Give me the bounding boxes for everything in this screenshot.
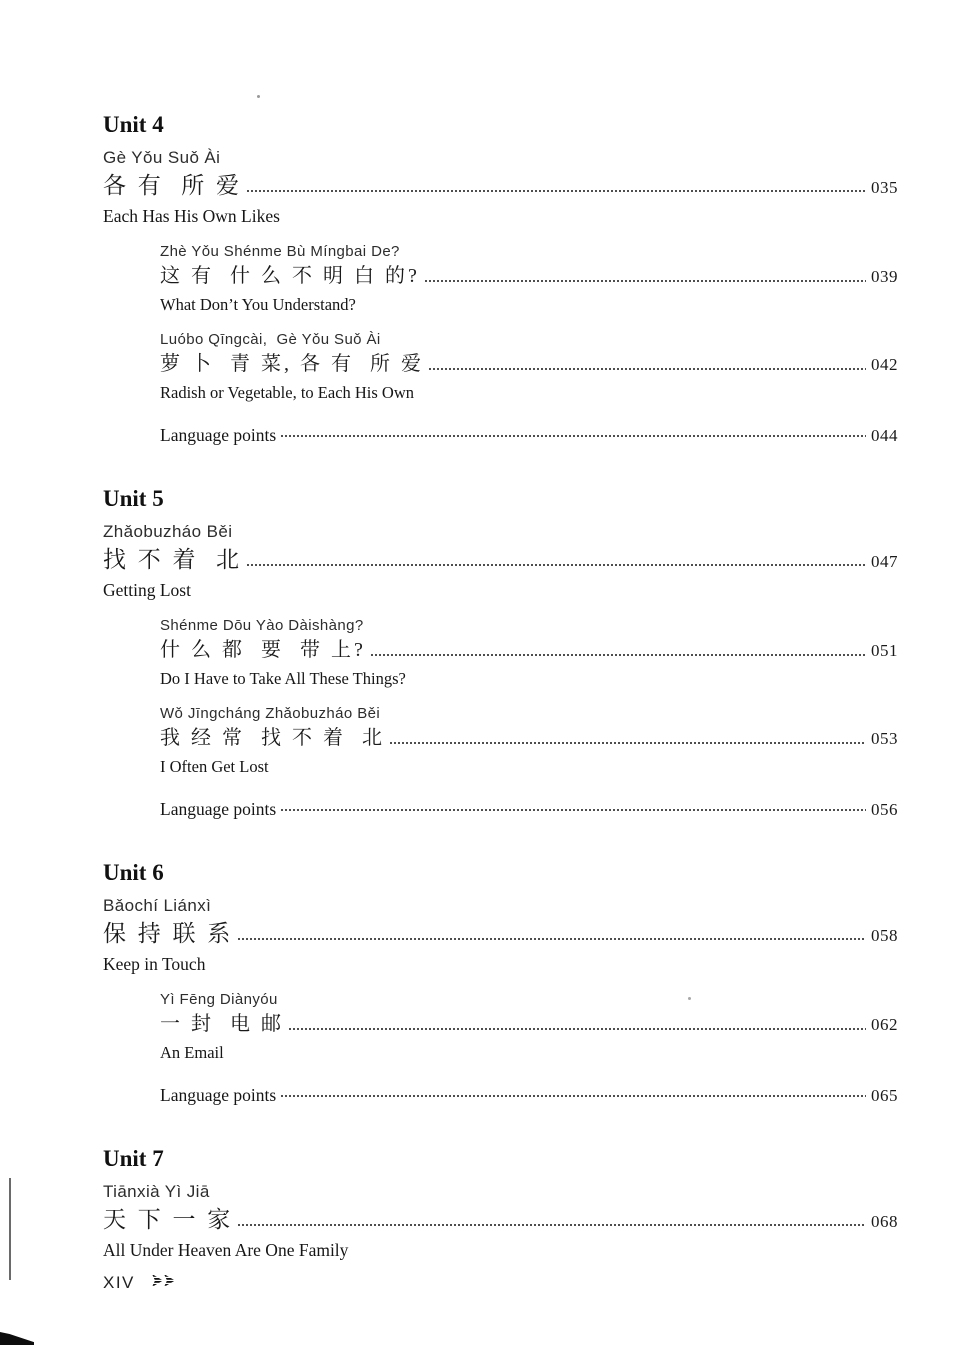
page-number: 053: [871, 729, 898, 748]
toc-row: [103, 545, 898, 575]
unit-main-entry: [103, 147, 898, 227]
unit-main-entry: [103, 521, 898, 601]
page-number: 039: [871, 267, 898, 286]
unit-section-4: [103, 112, 898, 446]
english-title: An Email: [160, 1043, 224, 1062]
english-title: What Don’t You Understand?: [160, 295, 356, 314]
chinese-title: 什 么 都 要 带 上?: [160, 639, 366, 661]
toc-row: [103, 1205, 898, 1235]
chinese-title: 天 下 一 家: [103, 1207, 234, 1232]
toc-row: [160, 725, 898, 752]
unit-heading: Unit 4: [103, 112, 164, 137]
chinese-title: 一 封 电 邮: [160, 1013, 284, 1035]
lesson-entry: [160, 616, 898, 689]
dot-leader: [247, 190, 866, 192]
language-points-row: [160, 1085, 898, 1106]
lesson-entry: [160, 990, 898, 1063]
dot-leader: [425, 280, 866, 282]
language-points-row: [160, 799, 898, 820]
chinese-title: 这 有 什 么 不 明 白 的?: [160, 265, 420, 287]
toc-page: [103, 112, 898, 1301]
dot-leader: [289, 1028, 866, 1030]
page-number: 047: [871, 552, 898, 571]
chinese-title: 找 不 着 北: [103, 547, 242, 572]
dot-leader: [429, 368, 866, 370]
page-footer: [103, 1272, 181, 1294]
unit-main-entry: [103, 1181, 898, 1261]
page-number: 065: [871, 1086, 898, 1105]
pinyin-line: Yì Fēng Diànyóu: [160, 991, 278, 1008]
toc-row: [160, 351, 898, 378]
page-number: 051: [871, 641, 898, 660]
scan-artifact-speck: [688, 997, 691, 1000]
language-points-label: Language points: [160, 799, 277, 819]
english-title: Do I Have to Take All These Things?: [160, 669, 406, 688]
double-chevron-right-icon: [151, 1272, 181, 1294]
lesson-entry: [160, 704, 898, 777]
page-number: 044: [871, 426, 898, 445]
chinese-title: 我 经 常 找 不 着 北: [160, 727, 385, 749]
english-title: All Under Heaven Are One Family: [103, 1240, 349, 1260]
dot-leader: [238, 1224, 866, 1226]
dot-leader: [371, 654, 866, 656]
page-number: 056: [871, 800, 898, 819]
dot-leader: [281, 809, 866, 811]
toc-row: [160, 1011, 898, 1038]
unit-section-6: [103, 860, 898, 1106]
lesson-entry: [160, 330, 898, 403]
unit-main-entry: [103, 895, 898, 975]
unit-heading: Unit 6: [103, 860, 164, 885]
unit-section-7: [103, 1146, 898, 1261]
page-number: 068: [871, 1212, 898, 1231]
english-title: I Often Get Lost: [160, 757, 269, 776]
unit-heading: Unit 5: [103, 486, 164, 511]
page-number: 035: [871, 178, 898, 197]
english-title: Radish or Vegetable, to Each His Own: [160, 383, 415, 402]
pinyin-line: Shénme Dōu Yào Dàishàng?: [160, 617, 364, 634]
language-points-row: [160, 425, 898, 446]
pinyin-line: Gè Yǒu Suǒ Ài: [103, 148, 221, 167]
dot-leader: [390, 742, 866, 744]
language-points-label: Language points: [160, 1085, 277, 1105]
lesson-entry: [160, 242, 898, 315]
pinyin-line: Tiānxià Yì Jiā: [103, 1182, 210, 1201]
page-number: 058: [871, 926, 898, 945]
toc-row: [160, 263, 898, 290]
pinyin-line: Zhè Yǒu Shénme Bù Míngbai De?: [160, 243, 400, 260]
language-points-label: Language points: [160, 425, 277, 445]
unit-section-5: [103, 486, 898, 820]
chinese-title: 保 持 联 系: [103, 921, 234, 946]
pinyin-line: Luóbo Qīngcài, Gè Yǒu Suǒ Ài: [160, 331, 381, 348]
pinyin-line: Wǒ Jīngcháng Zhǎobuzháo Běi: [160, 705, 381, 722]
english-title: Each Has His Own Likes: [103, 206, 280, 226]
unit-heading: Unit 7: [103, 1146, 164, 1171]
dot-leader: [238, 938, 866, 940]
scan-artifact-corner: [0, 1332, 34, 1345]
folio-number: XIV: [103, 1273, 135, 1292]
scan-artifact-speck: [257, 95, 260, 98]
chinese-title: 萝 卜 青 菜, 各 有 所 爱: [160, 353, 424, 375]
chinese-title: 各 有 所 爱: [103, 173, 242, 198]
english-title: Getting Lost: [103, 580, 191, 600]
english-title: Keep in Touch: [103, 954, 206, 974]
dot-leader: [281, 1095, 866, 1097]
dot-leader: [281, 435, 866, 437]
toc-row: [160, 637, 898, 664]
pinyin-line: Zhǎobuzháo Běi: [103, 522, 233, 541]
dot-leader: [247, 564, 866, 566]
toc-row: [103, 171, 898, 201]
scan-artifact-line: [9, 1178, 11, 1280]
pinyin-line: Bǎochí Liánxì: [103, 896, 212, 915]
page-number: 062: [871, 1015, 898, 1034]
toc-row: [103, 919, 898, 949]
page-number: 042: [871, 355, 898, 374]
